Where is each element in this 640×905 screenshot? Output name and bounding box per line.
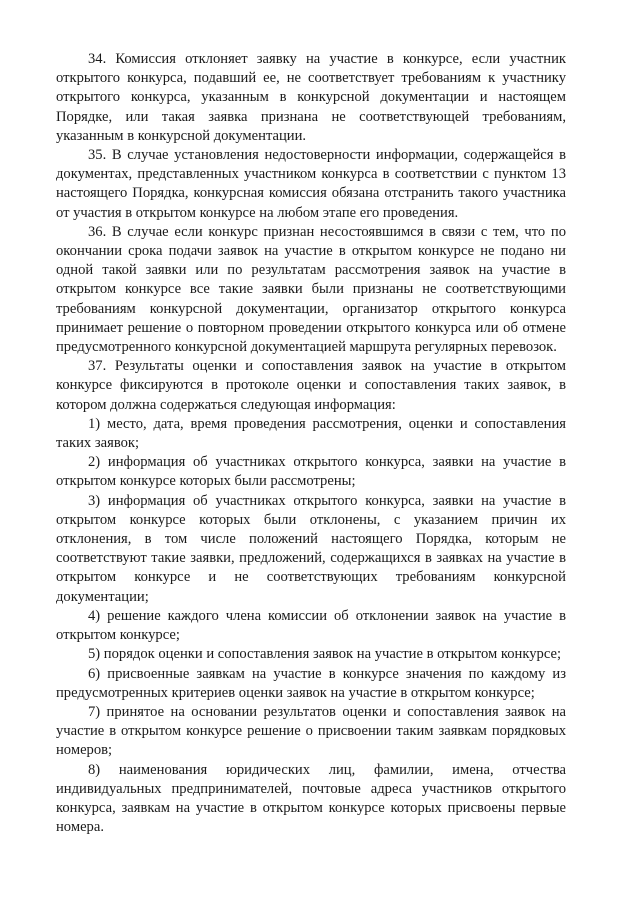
document-page bbox=[56, 50, 566, 837]
list-item-4: 4) решение каждого члена комиссии об отклонении заявок на участие в открытом конкурсе; bbox=[56, 607, 566, 644]
paragraph-34: 34. Комиссия отклоняет заявку на участие в конкурсе, если участник открытого конкурса, подавший ее, не соответствует требованиям к участнику открытого конкурса, указанным в конкурсной документации и настоящем Порядке, или такая заявка признана не соответствующей требованиям, указанным в конкурсной документации. bbox=[56, 51, 566, 144]
list-item-8: 8) наименования юридических лиц, фамилии, имена, отчества индивидуальных предпринимателей, почтовые адреса участников открытого конкурса, заявкам на участие в открытом конкурсе которых присвоены первые номера. bbox=[56, 761, 566, 836]
paragraph-36: 36. В случае если конкурс признан несостоявшимся в связи с тем, что по окончании срока подачи заявок на участие в открытом конкурсе не подано ни одной такой заявки или по результатам рассмотрения заявок на участие в открытом конкурсе все такие заявки были признаны не соответствующими требованиям конкурсной документации, организатор открытого конкурса принимает решение о повторном проведении открытого конкурса или об отмене предусмотренного конкурсной документацией маршрута регулярных перевозок. bbox=[56, 223, 566, 356]
list-item-5: 5) порядок оценки и сопоставления заявок на участие в открытом конкурсе; bbox=[88, 646, 562, 663]
list-item-1: 1) место, дата, время проведения рассмотрения, оценки и сопоставления таких заявок; bbox=[56, 415, 566, 452]
list-item-7: 7) принятое на основании результатов оценки и сопоставления заявок на участие в открытом конкурсе решение о присвоении таким заявкам порядковых номеров; bbox=[56, 703, 566, 759]
list-item-6: 6) присвоенные заявкам на участие в конкурсе значения по каждому из предусмотренных критериев оценки заявок на участие в открытом конкурсе; bbox=[56, 665, 566, 701]
list-item-3: 3) информация об участниках открытого конкурса, заявки на участие в открытом конкурсе которых были отклонены, с указанием причин их отклонения, в том числе положений настоящего Порядка, которым не соответствуют такие заявки, предложений, содержащихся в заявках на участие в открытом конкурсе и не соответствующих требованиям конкурсной документации; bbox=[56, 492, 566, 605]
paragraph-37: 37. Результаты оценки и сопоставления заявок на участие в открытом конкурсе фиксируются в протоколе оценки и сопоставления таких заявок, в котором должна содержаться следующая информация: bbox=[56, 358, 566, 413]
list-item-2: 2) информация об участниках открытого конкурса, заявки на участие в открытом конкурсе которых были рассмотрены; bbox=[56, 454, 566, 490]
paragraph-35: 35. В случае установления недостоверности информации, содержащейся в документах, представленных участником конкурса в соответствии с пунктом 13 настоящего Порядка, конкурсная комиссия обязана отстранить такого участника от участия в открытом конкурсе на любом этапе его проведения. bbox=[56, 147, 566, 221]
